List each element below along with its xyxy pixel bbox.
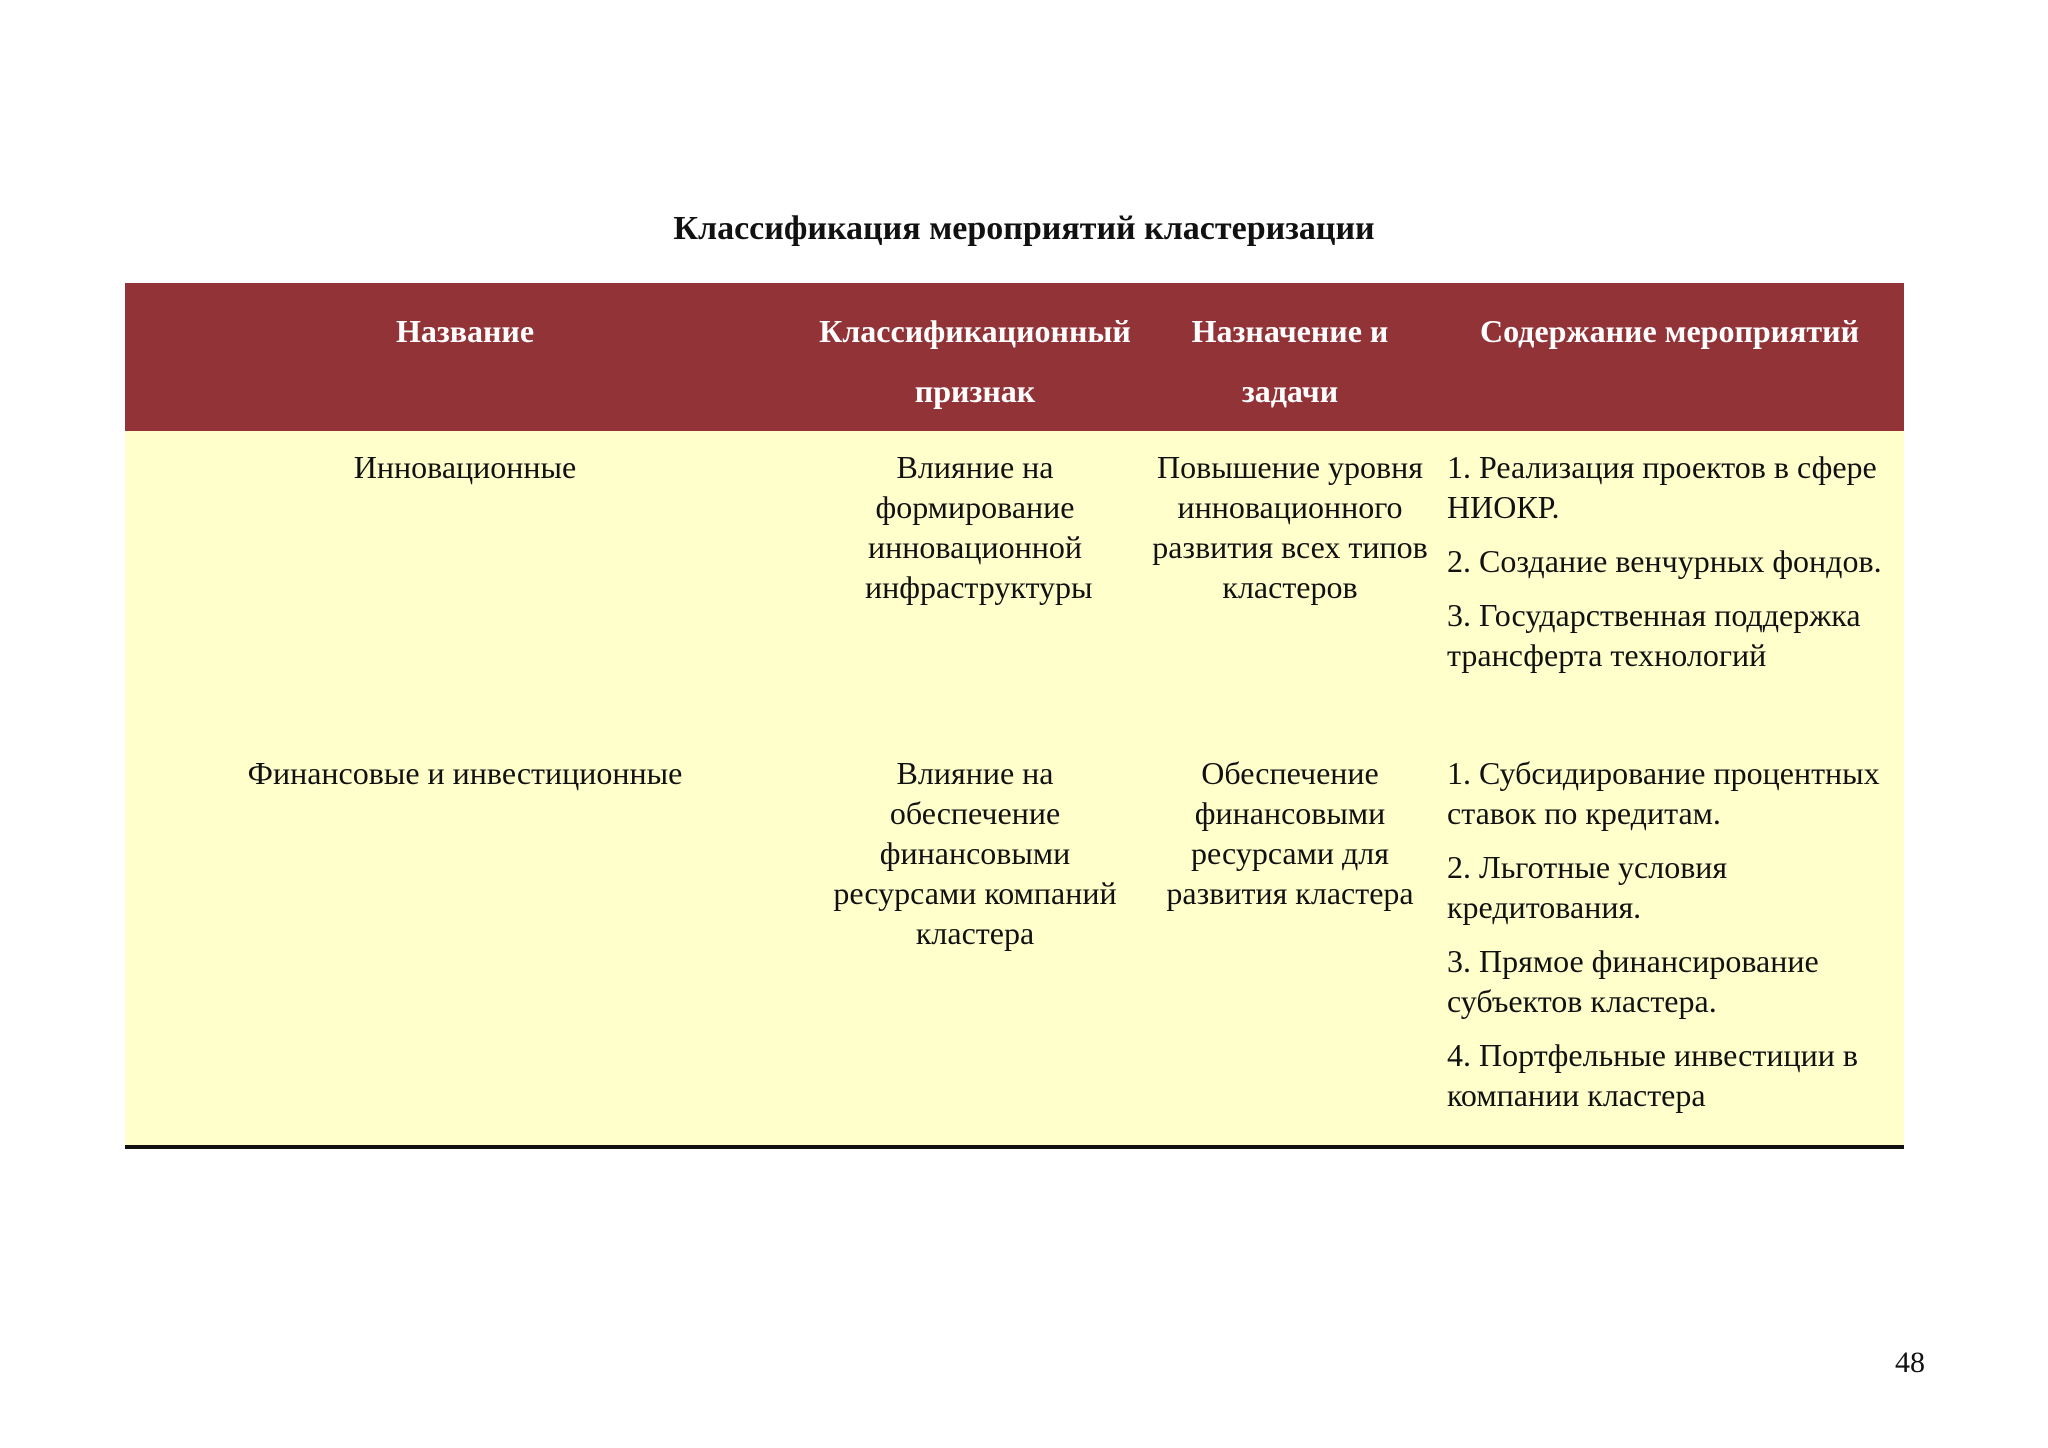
content-item: 2. Создание венчурных фондов. xyxy=(1447,543,1882,579)
header-content-label: Содержание мероприятий xyxy=(1479,313,1860,349)
table-header-row xyxy=(125,283,1904,431)
content-item: 2. Льготные условия кредитования. xyxy=(1447,849,1728,925)
content-item: 4. Портфельные инвестиции в компании кластера xyxy=(1447,1037,1858,1113)
cell-purpose-text: Обеспечение финансовыми ресурсами для развития кластера xyxy=(1166,755,1414,911)
cell-purpose-text: Повышение уровня инновационного развития всех типов кластеров xyxy=(1152,449,1428,605)
header-purpose xyxy=(1145,283,1435,431)
cell-classification-text: Влияние на обеспечение финансовыми ресурсами компаний кластера xyxy=(833,755,1117,951)
content-item: 1. Реализация проектов в сфере НИОКР. xyxy=(1447,449,1877,525)
cell-content xyxy=(1435,431,1904,753)
cell-purpose xyxy=(1145,753,1435,1147)
header-content xyxy=(1435,283,1904,431)
cell-classification xyxy=(805,753,1145,1147)
content-item: 1. Субсидирование процентных ставок по кредитам. xyxy=(1447,755,1880,831)
cell-content xyxy=(1435,753,1904,1147)
content-item: 3. Прямое финансирование субъектов кластера. xyxy=(1447,943,1819,1019)
page-number: 48 xyxy=(1895,1346,1925,1379)
header-classification-label: Классификационный признак xyxy=(819,313,1131,409)
header-classification xyxy=(805,283,1145,431)
cell-purpose xyxy=(1145,431,1435,753)
header-purpose-label: Назначение и задачи xyxy=(1191,313,1389,409)
content-item: 3. Государственная поддержка трансферта технологий xyxy=(1447,597,1861,673)
classification-table xyxy=(125,283,1904,1149)
header-name-label: Название xyxy=(395,313,535,349)
header-name xyxy=(125,283,805,431)
table-row xyxy=(125,753,1904,1147)
cell-name: Финансовые и инвестиционные xyxy=(125,753,805,1147)
cell-name: Инновационные xyxy=(125,431,805,753)
table-row xyxy=(125,431,1904,753)
cell-classification-text: Влияние на формирование инновационной инфраструктуры xyxy=(865,449,1093,605)
cell-classification xyxy=(805,431,1145,753)
table-title: Классификация мероприятий кластеризации xyxy=(673,210,1375,247)
